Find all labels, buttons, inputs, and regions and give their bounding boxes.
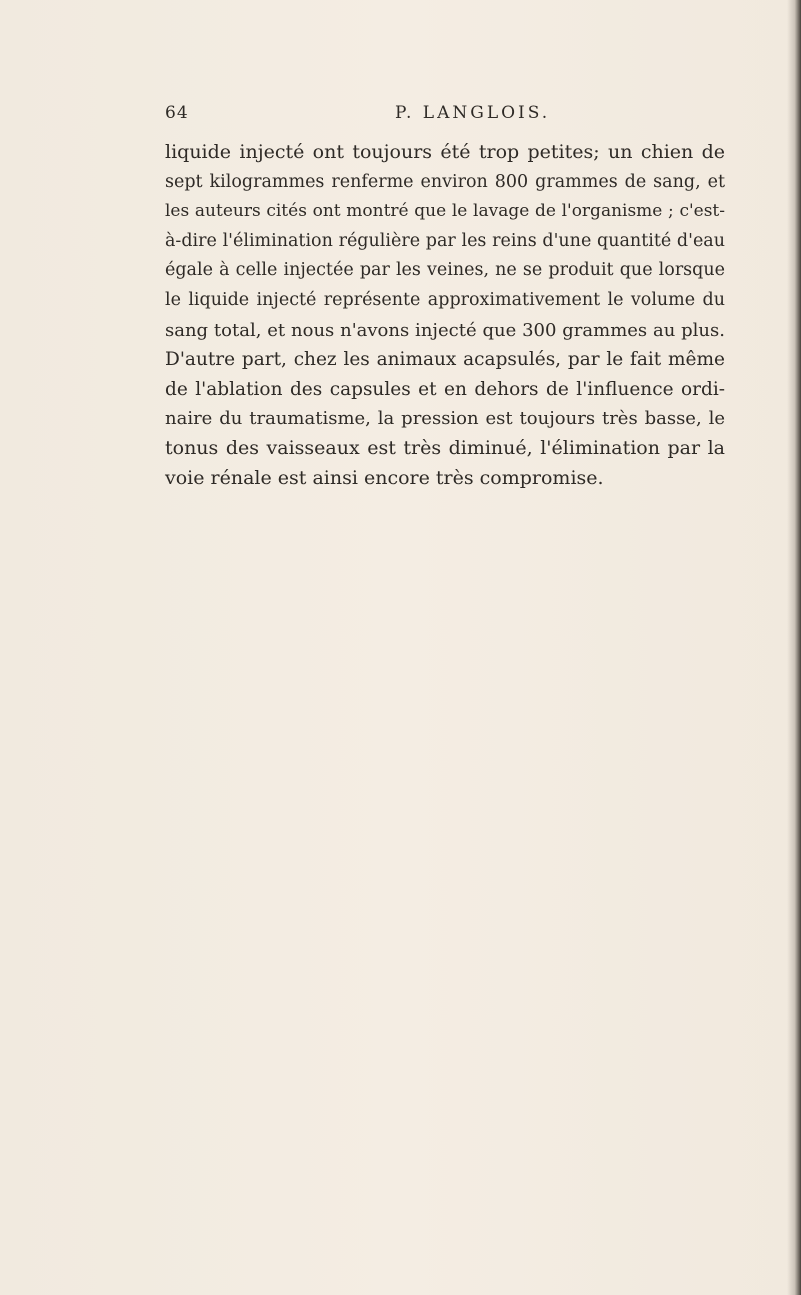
- text-line: tonus des vaisseaux est très diminué, l'élimination par la: [165, 436, 725, 459]
- text-line: à-dire l'élimination régulière par les reins d'une quantité d'eau: [165, 230, 725, 251]
- text-line: D'autre part, chez les animaux acapsulés, par le fait même: [165, 349, 725, 371]
- text-line: le liquide injecté représente approximativement le volume du: [165, 289, 725, 310]
- text-line: voie rénale est ainsi encore très compromise.: [165, 466, 604, 489]
- page-number: 64: [165, 103, 189, 123]
- text-line: les auteurs cités ont montré que le lavage de l'organisme ; c'est-: [165, 201, 725, 222]
- text-line: de l'ablation des capsules et en dehors de l'influence ordi-: [165, 378, 725, 400]
- text-line: naire du traumatisme, la pression est toujours très basse, le: [165, 408, 725, 430]
- body-paragraph: [165, 138, 725, 493]
- text-line: sang total, et nous n'avons injecté que 300 grammes au plus.: [165, 319, 725, 341]
- text-line: égale à celle injectée par les veines, ne se produit que lorsque: [165, 260, 725, 281]
- text-line: liquide injecté ont toujours été trop petites; un chien de: [165, 141, 725, 163]
- running-title: P. LANGLOIS.: [395, 103, 551, 123]
- text-line: sept kilogrammes renferme environ 800 grammes de sang, et: [165, 171, 725, 192]
- page-edge-shadow: [787, 0, 801, 1295]
- running-head: [165, 103, 725, 131]
